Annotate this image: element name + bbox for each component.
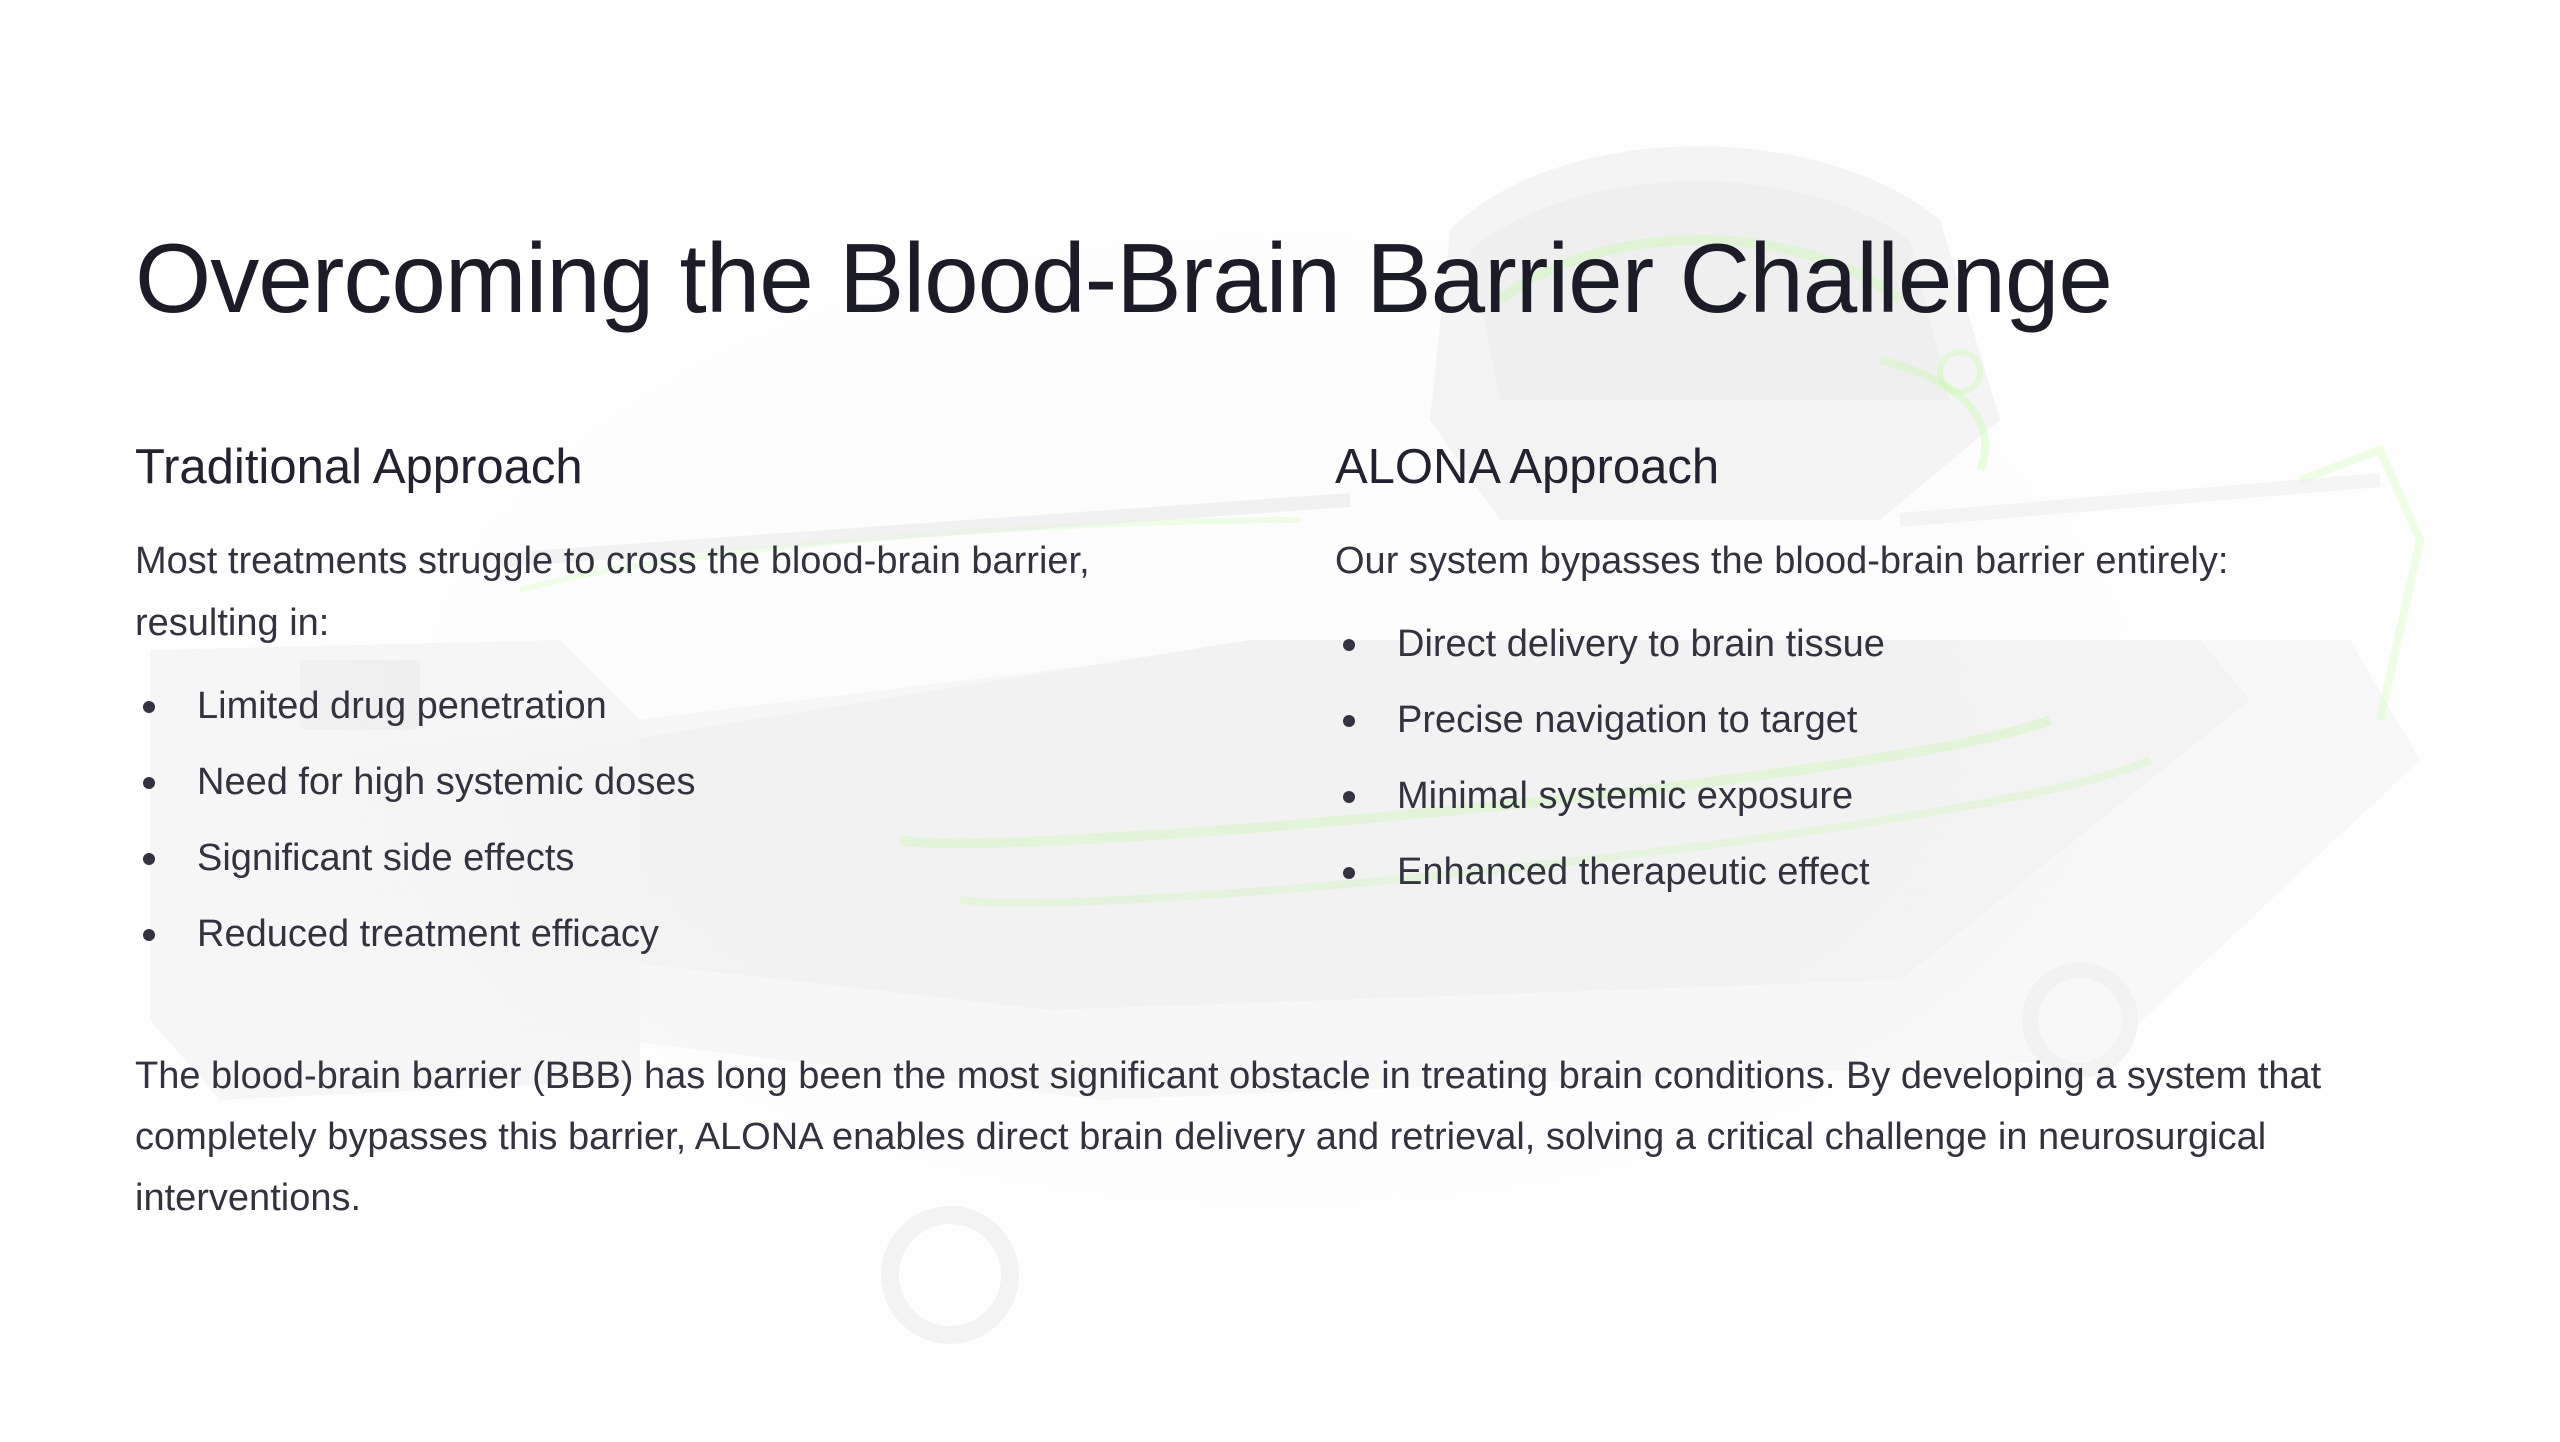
bullet-dot-icon	[1343, 867, 1355, 879]
bullet-dot-icon	[1343, 791, 1355, 803]
list-item	[135, 834, 1335, 882]
alona-approach-column	[1335, 438, 2435, 987]
list-item-text: Minimal systemic exposure	[1397, 775, 1854, 818]
list-item	[1335, 696, 2435, 744]
list-item	[1335, 848, 2435, 896]
traditional-approach-intro: Most treatments struggle to cross the blood-brain barrier, resulting in:	[135, 540, 1090, 645]
bullet-dot-icon	[1343, 715, 1355, 727]
list-item-text: Significant side effects	[197, 837, 575, 880]
bullet-dot-icon	[143, 929, 155, 941]
list-item	[135, 682, 1335, 730]
list-item-text: Precise navigation to target	[1397, 699, 1858, 742]
list-item	[135, 910, 1335, 958]
summary-paragraph: The blood-brain barrier (BBB) has long been the most significant obstacle in treating brain conditions. By developing a system that completely bypasses this barrier, ALONA enables direct brain delivery and retrieval, solving a critical challenge in neurosurgical interventions.	[135, 1055, 2322, 1220]
alona-approach-heading: ALONA Approach	[1335, 439, 1720, 494]
list-item	[1335, 620, 2435, 668]
bullet-dot-icon	[143, 777, 155, 789]
bullet-dot-icon	[143, 853, 155, 865]
traditional-approach-heading: Traditional Approach	[135, 439, 583, 494]
alona-approach-list	[1335, 620, 2435, 896]
list-item	[135, 758, 1335, 806]
traditional-approach-list	[135, 682, 1335, 958]
bullet-dot-icon	[143, 701, 155, 713]
list-item-text: Direct delivery to brain tissue	[1397, 623, 1885, 666]
comparison-columns	[135, 438, 2435, 987]
list-item	[1335, 772, 2435, 820]
alona-approach-intro: Our system bypasses the blood-brain barrier entirely:	[1335, 540, 2229, 583]
list-item-text: Enhanced therapeutic effect	[1397, 851, 1870, 894]
traditional-approach-column	[135, 438, 1335, 987]
list-item-text: Limited drug penetration	[197, 685, 607, 728]
bullet-dot-icon	[1343, 639, 1355, 651]
list-item-text: Need for high systemic doses	[197, 761, 696, 804]
page-title: Overcoming the Blood-Brain Barrier Challenge	[135, 223, 2112, 333]
list-item-text: Reduced treatment efficacy	[197, 913, 659, 956]
content	[135, 220, 2435, 1229]
